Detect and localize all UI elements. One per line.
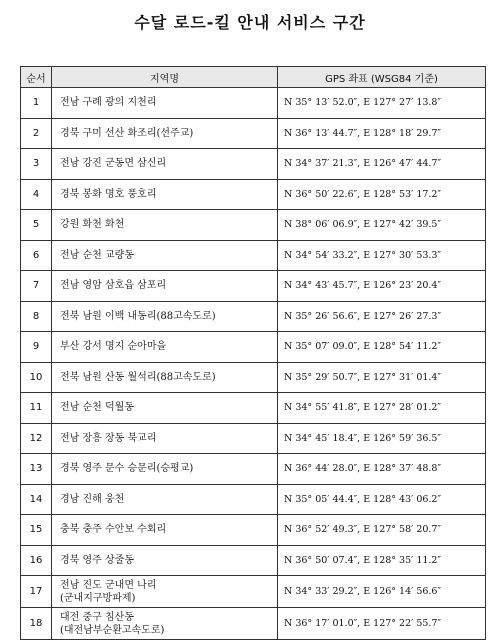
region-name bbox=[52, 210, 278, 241]
header-no: 순서 bbox=[21, 67, 52, 88]
region-line: 대전 중구 침산동 bbox=[60, 611, 134, 623]
region-line: 전남 진도 군내면 나리 bbox=[60, 579, 157, 591]
gps-coordinates: N 35° 29′ 50.7″, E 127° 31′ 01.4″ bbox=[278, 362, 486, 393]
region-line: 전북 남원 산동 월석리(88고속도로) bbox=[60, 371, 216, 383]
region-line: 경북 봉화 명호 풍호리 bbox=[60, 188, 157, 200]
table-row bbox=[21, 576, 486, 608]
region-line: 전남 장흥 장동 북교리 bbox=[60, 432, 157, 444]
row-number: 5 bbox=[21, 210, 52, 241]
gps-coordinates: N 38° 06′ 06.9″, E 127° 42′ 39.5″ bbox=[278, 210, 486, 241]
table-row bbox=[21, 454, 486, 485]
row-number: 4 bbox=[21, 179, 52, 210]
table-row bbox=[21, 515, 486, 546]
gps-coordinates: N 36° 17′ 01.0″, E 127° 22′ 55.7″ bbox=[278, 608, 486, 640]
table-row bbox=[21, 545, 486, 576]
region-name bbox=[52, 149, 278, 180]
row-number: 6 bbox=[21, 240, 52, 271]
region-name bbox=[52, 271, 278, 302]
gps-coordinates: N 34° 45′ 18.4″, E 126° 59′ 36.5″ bbox=[278, 423, 486, 454]
row-number: 9 bbox=[21, 332, 52, 363]
header-region: 지역명 bbox=[52, 67, 278, 88]
region-name bbox=[52, 545, 278, 576]
region-line: 전남 순천 교량동 bbox=[60, 249, 134, 261]
row-number: 14 bbox=[21, 484, 52, 515]
row-number: 18 bbox=[21, 608, 52, 640]
region-line: 경북 영주 상줄동 bbox=[60, 554, 134, 566]
row-number: 10 bbox=[21, 362, 52, 393]
row-number: 16 bbox=[21, 545, 52, 576]
region-line: 강원 화천 화천 bbox=[60, 219, 125, 231]
table-row bbox=[21, 393, 486, 424]
region-name bbox=[52, 484, 278, 515]
region-line: 부산 강서 명지 순아마을 bbox=[60, 341, 167, 353]
table-row bbox=[21, 608, 486, 640]
region-name bbox=[52, 362, 278, 393]
region-line: 전남 강진 군동면 삼신리 bbox=[60, 158, 167, 170]
table-row bbox=[21, 423, 486, 454]
table-row bbox=[21, 271, 486, 302]
region-name bbox=[52, 393, 278, 424]
row-number: 1 bbox=[21, 88, 52, 119]
table-row bbox=[21, 362, 486, 393]
gps-coordinates: N 34° 54′ 33.2″, E 127° 30′ 53.3″ bbox=[278, 240, 486, 271]
table-row bbox=[21, 484, 486, 515]
region-line: 경남 진해 웅천 bbox=[60, 493, 125, 505]
row-number: 7 bbox=[21, 271, 52, 302]
region-line: 경북 구미 선산 화조리(선주교) bbox=[60, 127, 194, 139]
region-name bbox=[52, 454, 278, 485]
region-name bbox=[52, 576, 278, 608]
region-name bbox=[52, 515, 278, 546]
gps-coordinates: N 36° 52′ 49.3″, E 127° 58′ 20.7″ bbox=[278, 515, 486, 546]
region-name bbox=[52, 240, 278, 271]
row-number: 15 bbox=[21, 515, 52, 546]
gps-coordinates: N 36° 50′ 22.6″, E 128° 53′ 17.2″ bbox=[278, 179, 486, 210]
row-number: 11 bbox=[21, 393, 52, 424]
region-name bbox=[52, 332, 278, 363]
table-row bbox=[21, 332, 486, 363]
row-number: 12 bbox=[21, 423, 52, 454]
row-number: 2 bbox=[21, 118, 52, 149]
page-title: 수달 로드-킬 안내 서비스 구간 bbox=[134, 13, 366, 32]
gps-coordinates: N 35° 26′ 56.6″, E 127° 26′ 27.3″ bbox=[278, 301, 486, 332]
row-number: 17 bbox=[21, 576, 52, 608]
region-name bbox=[52, 118, 278, 149]
region-line: 전남 순천 덕월동 bbox=[60, 402, 134, 414]
region-line: 전남 구례 광의 지천리 bbox=[60, 97, 157, 109]
row-number: 3 bbox=[21, 149, 52, 180]
table-row bbox=[21, 88, 486, 119]
gps-coordinates: N 36° 13′ 44.7″, E 128° 18′ 29.7″ bbox=[278, 118, 486, 149]
gps-coordinates: N 34° 37′ 21.3″, E 126° 47′ 44.7″ bbox=[278, 149, 486, 180]
header-gps: GPS 좌표 (WSG84 기준) bbox=[278, 67, 486, 88]
row-number: 8 bbox=[21, 301, 52, 332]
table-header-row bbox=[21, 67, 486, 88]
table-row bbox=[21, 179, 486, 210]
region-line: 충북 충주 수안보 수회리 bbox=[60, 524, 167, 536]
gps-coordinates: N 36° 50′ 07.4″, E 128° 35′ 11.2″ bbox=[278, 545, 486, 576]
table-row bbox=[21, 149, 486, 180]
region-name bbox=[52, 88, 278, 119]
region-line: (대전남부순환고속도로) bbox=[60, 624, 165, 636]
region-line: (군내지구방파제) bbox=[60, 592, 136, 604]
table-body bbox=[21, 88, 486, 640]
table-row bbox=[21, 210, 486, 241]
region-line: 전남 영암 삼호읍 삼포리 bbox=[60, 280, 167, 292]
gps-coordinates: N 36° 44′ 28.0″, E 128° 37′ 48.8″ bbox=[278, 454, 486, 485]
gps-coordinates: N 35° 13′ 52.0″, E 127° 27′ 13.8″ bbox=[278, 88, 486, 119]
row-number: 13 bbox=[21, 454, 52, 485]
region-line: 경북 영주 문수 승문리(승평교) bbox=[60, 463, 194, 475]
region-name bbox=[52, 301, 278, 332]
region-name bbox=[52, 423, 278, 454]
gps-coordinates: N 34° 43′ 45.7″, E 126° 23′ 20.4″ bbox=[278, 271, 486, 302]
table-row bbox=[21, 240, 486, 271]
region-name bbox=[52, 608, 278, 640]
section-table bbox=[20, 66, 486, 640]
gps-coordinates: N 34° 33′ 29.2″, E 126° 14′ 56.6″ bbox=[278, 576, 486, 608]
region-name bbox=[52, 179, 278, 210]
gps-coordinates: N 35° 05′ 44.4″, E 128° 43′ 06.2″ bbox=[278, 484, 486, 515]
table-row bbox=[21, 301, 486, 332]
region-line: 전북 남원 이백 내동리(88고속도로) bbox=[60, 310, 216, 322]
gps-coordinates: N 35° 07′ 09.0″, E 128° 54′ 11.2″ bbox=[278, 332, 486, 363]
gps-coordinates: N 34° 55′ 41.8″, E 127° 28′ 01.2″ bbox=[278, 393, 486, 424]
table-row bbox=[21, 118, 486, 149]
